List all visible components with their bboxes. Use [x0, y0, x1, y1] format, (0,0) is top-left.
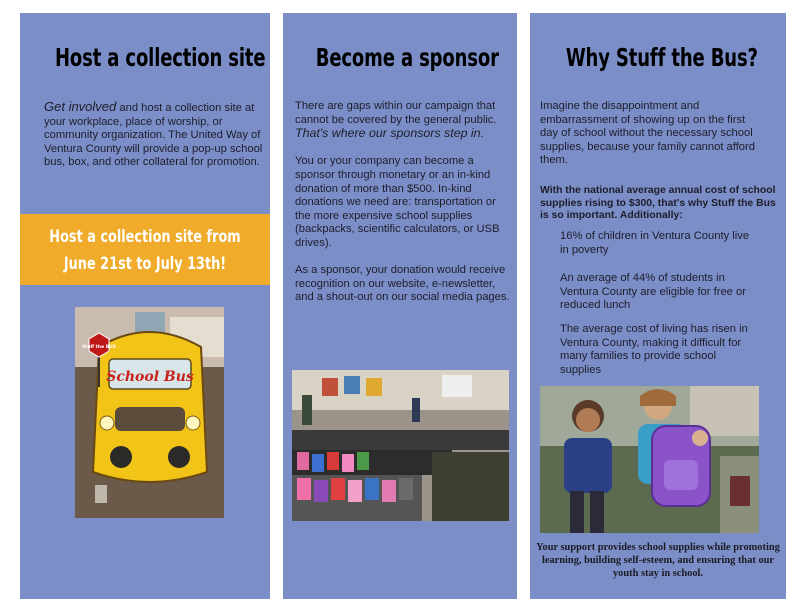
panel-why-stuff-the-bus — [530, 13, 786, 599]
photo-backpacks-room — [292, 370, 509, 521]
why-intro-text: Imagine the disappointment and embarrassment of showing up on the first day of school without the necessary school supplies, because your family cannot afford them. — [540, 100, 755, 167]
stop-sign-text: Stuff the BUS — [81, 345, 117, 350]
host-intro-text — [44, 100, 266, 170]
get-involved-lead: Get involved — [44, 99, 117, 114]
photo-school-bus-bag — [75, 307, 224, 518]
why-bold-text: With the national average annual cost of school supplies rising to $300, that's why Stuff the Bus is so important. Additionally: — [540, 185, 776, 221]
heading-host-collection-site: Host a collection site — [55, 43, 266, 72]
collection-dates-banner — [20, 214, 270, 285]
sponsor-text — [295, 100, 511, 319]
sponsor-para-2: You or your company can become a sponsor through monetary or an in-kind donation of more than $500. In-kind donations we need are: transportation or the more expensive school supplies (backpacks, scientific calculators, or USB drives). — [295, 155, 500, 249]
backpack-rows — [292, 430, 509, 521]
panel-host-collection-site — [20, 13, 270, 599]
heading-become-sponsor: Become a sponsor — [315, 43, 499, 72]
host-intro-body: and host a collection site at your workplace, place of worship, or community organization. The United Way of Ventura County will provide a pop-up school bus, box, and other collateral for promotion. — [44, 102, 263, 169]
sponsor-para-1-plain: There are gaps within our campaign that cannot be covered by the general public. — [295, 100, 497, 126]
sponsor-para-3: As a sponsor, your donation would receive recognition on our website, e-newsletter, and a shout-out on our social media pages. — [295, 264, 510, 304]
banner-line-2: June 21st to July 13th! — [63, 253, 227, 273]
heading-why-stuff-the-bus: Why Stuff the Bus? — [565, 43, 758, 72]
stat-cost-of-living: The average cost of living has risen in Ventura County, making it difficult for many families to provide school supplies — [560, 323, 748, 376]
panel-become-sponsor — [283, 13, 517, 599]
photo-children-backpack — [540, 386, 759, 533]
bag-label-text: School Bus — [106, 369, 194, 385]
photo-caption: Your support provides school supplies while promoting learning, building self-esteem, and ensuring that our youth stay in school. — [536, 542, 780, 579]
banner-line-1: Host a collection site from — [49, 226, 241, 246]
sponsor-para-1 — [295, 100, 511, 142]
sponsor-para-1-italic: That's where our sponsors step in. — [295, 126, 485, 141]
stat-poverty: 16% of children in Ventura County live in poverty — [560, 230, 750, 256]
stat-free-lunch: An average of 44% of students in Ventura County are eligible for free or reduced lunch — [560, 272, 746, 312]
